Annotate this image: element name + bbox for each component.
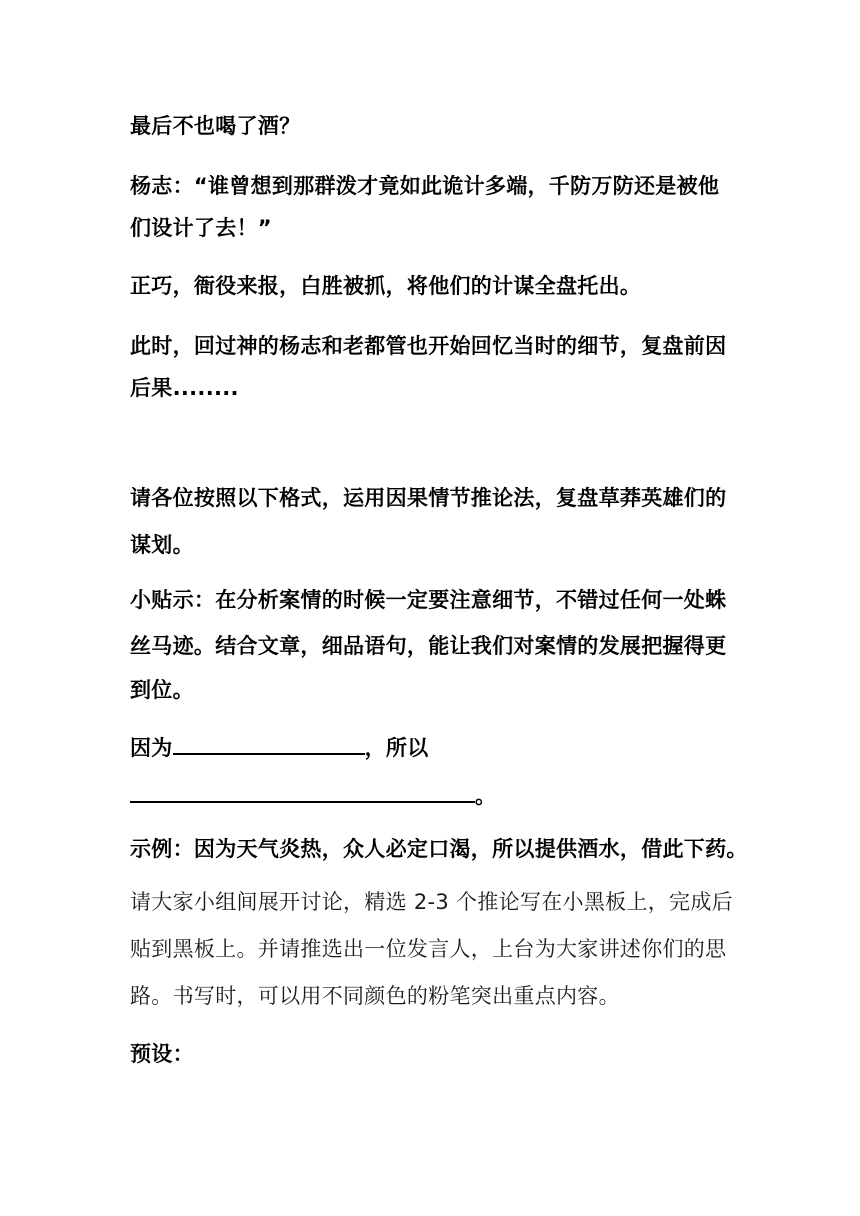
text-line: 小贴示：在分析案情的时候一定要注意细节，不错过任何一处蛛 [130, 588, 727, 612]
text-line: 此时，回过神的杨志和老都管也开始回忆当时的细节，复盘前因 [130, 334, 727, 358]
instruction-line: 贴到黑板上。并请推选出一位发言人，上台为大家讲述你们的思 [130, 937, 727, 961]
document-page [130, 0, 748, 1216]
example-line: 示例：因为天气炎热，众人必定口渴，所以提供酒水，借此下药。 [130, 837, 748, 861]
text-line: 后果........ [130, 376, 239, 400]
text-line: 杨志：“谁曾想到那群泼才竟如此诡计多端，千防万防还是被他 [130, 174, 720, 198]
blank-line [173, 733, 365, 755]
text-line: 们设计了去！” [130, 216, 272, 240]
blank-line [130, 781, 475, 803]
because-label: 因为 [130, 736, 173, 760]
instruction-line: 路。书写时，可以用不同颜色的粉笔突出重点内容。 [130, 984, 620, 1008]
so-label: ，所以 [364, 736, 429, 760]
template-line-so [130, 781, 496, 810]
text-line: 最后不也喝了酒？ [130, 114, 301, 138]
text-line: 谋划。 [130, 533, 194, 557]
text-line: 丝马迹。结合文章，细品语句，能让我们对案情的发展把握得更 [130, 634, 727, 658]
end-mark: 。 [475, 784, 497, 808]
text-line: 到位。 [130, 678, 194, 702]
text-line: 请各位按照以下格式，运用因果情节推论法，复盘草莽英雄们的 [130, 486, 727, 510]
template-line-because [130, 733, 429, 762]
preset-label: 预设： [130, 1042, 194, 1066]
instruction-line: 请大家小组间展开讨论，精选 2-3 个推论写在小黑板上，完成后 [130, 890, 733, 914]
text-line: 正巧，衙役来报，白胜被抓，将他们的计谋全盘托出。 [130, 274, 642, 298]
